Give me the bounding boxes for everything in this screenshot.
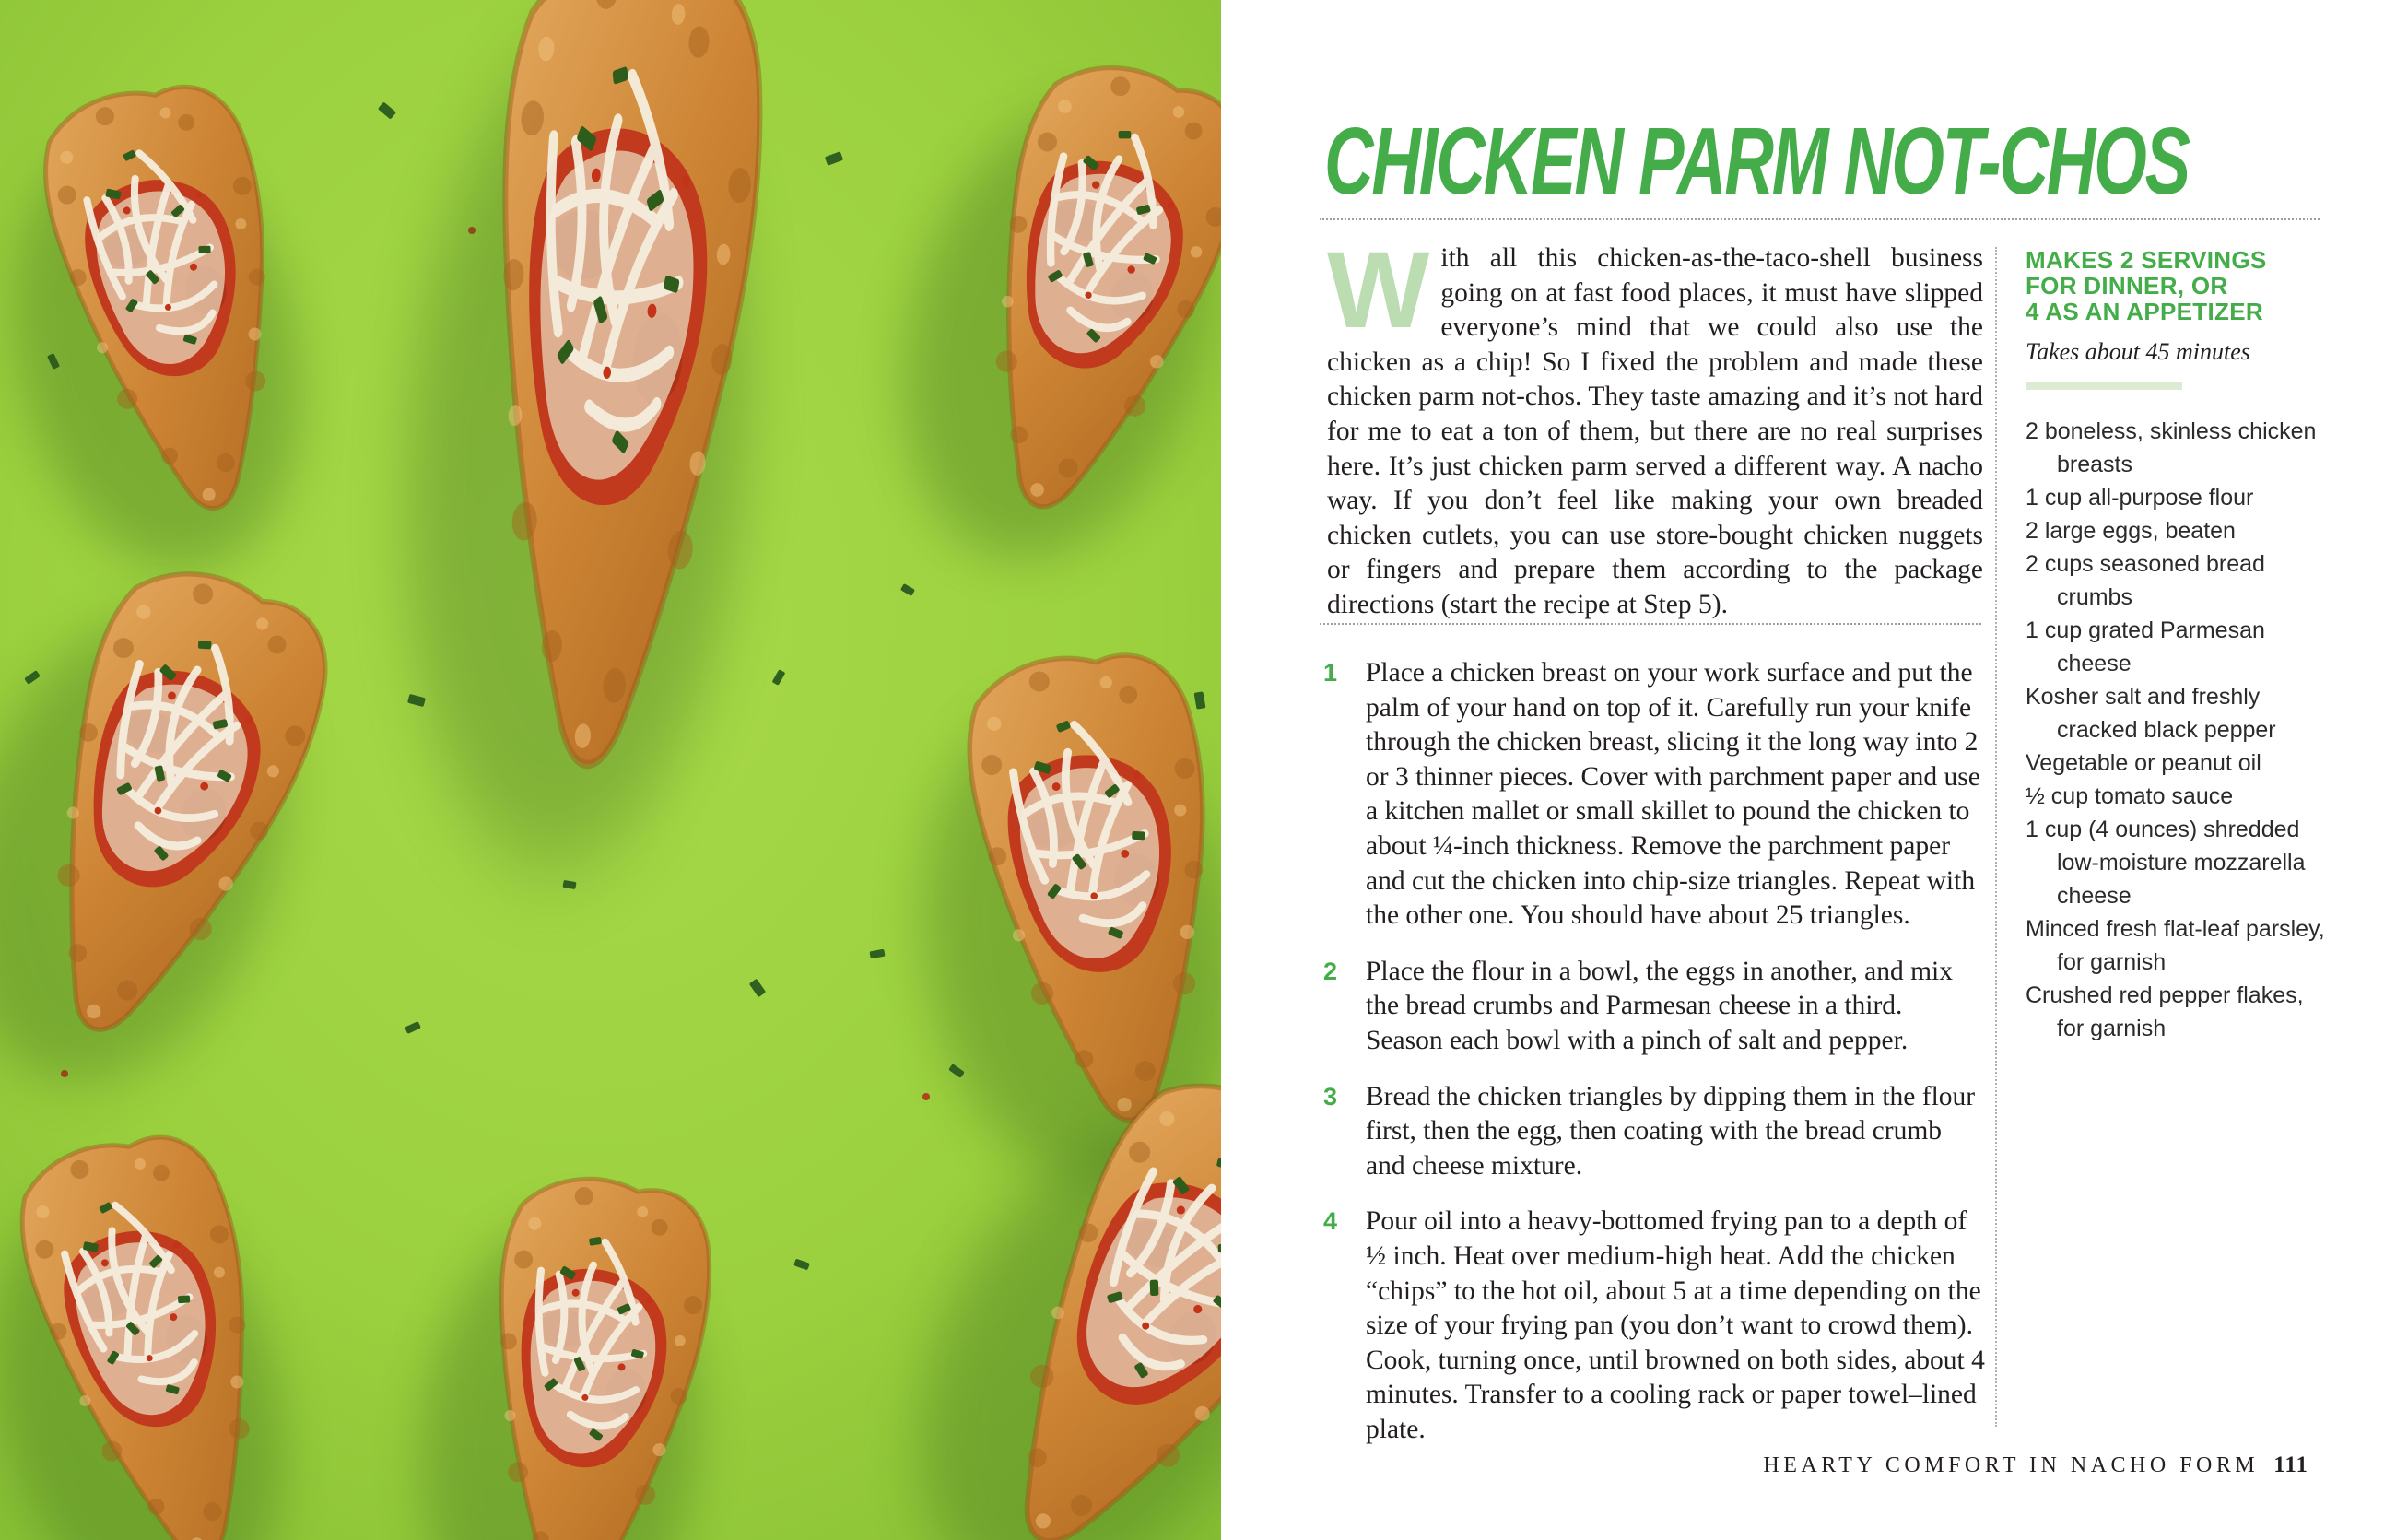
intro-text: ith all this chicken-as-the-taco-shell business going on at fast food places, it must have slipped everyone’s mind that we could also use the chicken as a chip! So I fixed the problem and made these chicken parm not-chos. They taste amazing and it’s not hard for me to eat a ton of them, but there are no real surprises here. It’s just chicken parm served a different way. A nacho way. If you don’t feel like making your own breaded chicken cutlets, you can use store-bought chicken nuggets or fingers and prepare them according to the package directions (start the recipe at Step 5). <box>1327 243 1983 619</box>
step-item-2 <box>1323 955 1985 1059</box>
step-text: Place the flour in a bowl, the eggs in another, and mix the bread crumbs and Parmesan cheese in a third. Season each bowl with a pinch of salt and pepper. <box>1366 956 1954 1055</box>
ingredient-item: 1 cup (4 ounces) shredded low-moisture mozzarella cheese <box>2026 817 2306 909</box>
step-item-1 <box>1323 656 1985 934</box>
ingredient-item: Kosher salt and freshly cracked black pepper <box>2026 684 2276 743</box>
step-item-4 <box>1323 1205 1985 1447</box>
step-text: Pour oil into a heavy-bottomed frying pan to a depth of ½ inch. Heat over medium-high heat. Add the chicken “chips” to the hot oil, about 5 at a time depending on the size of your frying pan (you don’t want to crowd them). Cook, turning once, until browned on both sides, about 4 minutes. Transfer to a cooling rack or paper towel–lined plate. <box>1366 1206 1985 1444</box>
servings-line: 4 AS AN APPETIZER <box>2026 298 2263 325</box>
ingredient-item: 2 large eggs, beaten <box>2026 518 2236 544</box>
title-divider <box>1320 218 2320 220</box>
recipe-title: CHICKEN PARM NOT-CHOS <box>1324 108 2189 214</box>
column-divider <box>1995 247 1997 1427</box>
page-number: 111 <box>2273 1452 2308 1477</box>
ingredient-item: Crushed red pepper flakes, for garnish <box>2026 982 2304 1041</box>
time-note: Takes about 45 minutes <box>2026 338 2250 365</box>
ingredients-list <box>2026 415 2330 1045</box>
recipe-page <box>1221 0 2396 1540</box>
ingredient-item: ½ cup tomato sauce <box>2026 783 2234 809</box>
servings-line: FOR DINNER, OR <box>2026 272 2228 300</box>
step-number: 2 <box>1323 957 1338 985</box>
sidebar-divider-bar <box>2026 382 2182 390</box>
step-item-3 <box>1323 1080 1985 1184</box>
intro-paragraph <box>1327 229 1983 623</box>
page-footer <box>1763 1452 2308 1478</box>
ingredient-item: Minced fresh flat-leaf parsley, for garnish <box>2026 916 2325 975</box>
drop-cap: W <box>1327 229 1427 351</box>
ingredient-item: 2 cups seasoned bread crumbs <box>2026 551 2265 610</box>
step-text: Bread the chicken triangles by dipping them in the flour first, then the egg, then coating with the bread crumb and cheese mixture. <box>1366 1081 1976 1181</box>
intro-divider <box>1320 623 1981 625</box>
step-number: 3 <box>1323 1082 1338 1111</box>
ingredient-item: 1 cup grated Parmesan cheese <box>2026 617 2265 676</box>
step-number: 4 <box>1323 1207 1338 1236</box>
recipe-sidebar <box>2026 247 2330 1045</box>
ingredient-item: Vegetable or peanut oil <box>2026 750 2261 776</box>
step-text: Place a chicken breast on your work surface and put the palm of your hand on top of it. Carefully run your knife through the chicken breast, slicing it the long way into 2 or 3 thinner pieces. Cover with parchment paper and use a kitchen mallet or small skillet to pound the chicken to about ¼-inch thickness. Remove the parchment paper and cut the chicken into chip-size triangles. Repeat with the other one. You should have about 25 triangles. <box>1366 658 1980 931</box>
steps-list <box>1323 656 1985 1468</box>
servings-line: MAKES 2 SERVINGS <box>2026 246 2267 274</box>
step-number: 1 <box>1323 659 1338 687</box>
servings-note <box>2026 247 2330 324</box>
ingredient-item: 2 boneless, skinless chicken breasts <box>2026 418 2317 477</box>
running-head: HEARTY COMFORT IN NACHO FORM <box>1763 1453 2260 1477</box>
ingredient-item: 1 cup all-purpose flour <box>2026 485 2254 511</box>
